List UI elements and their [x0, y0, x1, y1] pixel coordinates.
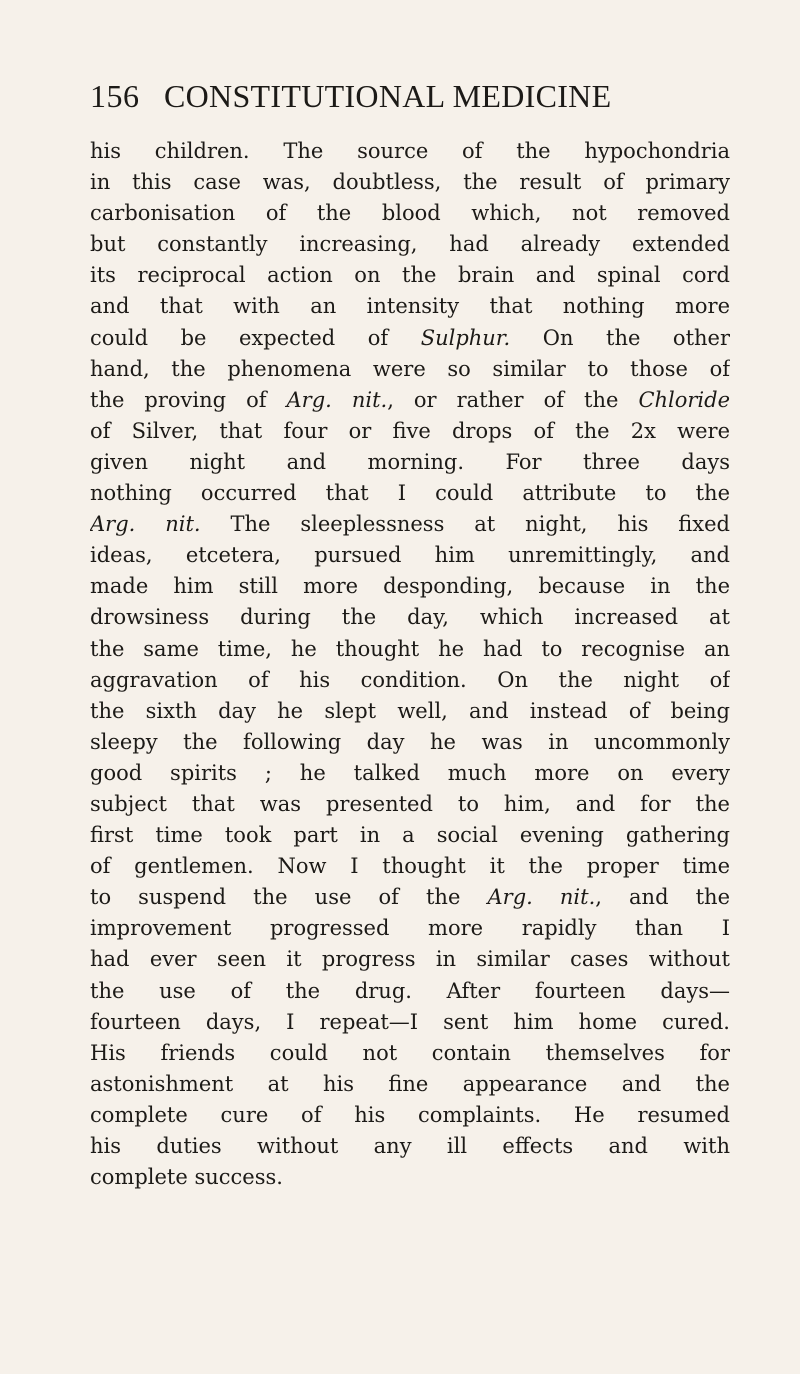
text-run: the use of the drug. After fourteen days— [90, 978, 730, 1003]
text-line [90, 820, 730, 851]
body-paragraph [90, 136, 730, 1193]
text-line [90, 696, 730, 727]
running-title: CONSTITUTIONAL MEDICINE [164, 78, 612, 114]
text-run: complete success. [90, 1165, 283, 1190]
text-run: fourteen days, I repeat—I sent him home cured. [90, 1009, 730, 1034]
text-run: complete cure of his complaints. He resumed [90, 1102, 730, 1127]
text-run: his children. The source of the hypochondria [90, 139, 730, 163]
text-line [90, 1131, 730, 1162]
text-run: nothing occurred that I could attribute to the [90, 481, 730, 506]
text-run: in this case was, doubtless, the result of primary [90, 170, 730, 195]
text-run: sleepy the following day he was in uncommonly [90, 729, 730, 754]
text-run: to suspend the use of the [90, 885, 488, 910]
text-line [90, 509, 730, 540]
page-header [90, 78, 710, 122]
text-run: the proving of [90, 387, 287, 412]
italic-text: Arg. nit. [286, 387, 388, 412]
text-run: first time took part in a social evening gathering [90, 823, 730, 848]
italic-text: Arg. nit. [487, 885, 596, 910]
text-line [90, 1100, 730, 1131]
text-line [90, 136, 730, 167]
text-run: hand, the phenomena were so similar to those of [90, 356, 730, 381]
text-run: aggravation of his condition. On the night of [90, 667, 730, 692]
text-line [90, 634, 730, 665]
text-run: subject that was presented to him, and for the [90, 791, 730, 816]
text-line [90, 976, 730, 1007]
text-line [90, 851, 730, 882]
text-line [90, 447, 730, 478]
text-run: ideas, etcetera, pursued him unremittingly, and [90, 543, 730, 568]
text-line [90, 665, 730, 696]
text-line [90, 727, 730, 758]
text-line [90, 385, 730, 416]
text-line [90, 1069, 730, 1100]
text-line [90, 354, 730, 385]
text-run: but constantly increasing, had already extended [90, 232, 730, 257]
text-line [90, 291, 730, 322]
text-run: On the other [510, 325, 730, 350]
text-run: , or rather of the [387, 387, 639, 412]
italic-text: Chloride [638, 387, 730, 412]
text-run: had ever seen it progress in similar cases without [90, 947, 730, 972]
text-run: The sleeplessness at night, his fixed [200, 512, 730, 537]
page-number: 156 [90, 78, 140, 114]
text-run: and that with an intensity that nothing more [90, 294, 730, 319]
text-run: of Silver, that four or five drops of the 2x were [90, 418, 730, 443]
text-line [90, 540, 730, 571]
text-run: good spirits ; he talked much more on every [90, 760, 730, 785]
text-line [90, 758, 730, 789]
text-line [90, 571, 730, 602]
italic-text: Sulphur. [420, 325, 511, 350]
text-line [90, 789, 730, 820]
text-line [90, 167, 730, 198]
text-line [90, 260, 730, 291]
text-run: the sixth day he slept well, and instead of being [90, 698, 730, 723]
text-run: astonishment at his fine appearance and the [90, 1071, 730, 1096]
text-line [90, 1007, 730, 1038]
text-run: could be expected of [90, 325, 421, 350]
text-line [90, 602, 730, 633]
text-run: His friends could not contain themselves for [90, 1040, 730, 1065]
text-line [90, 1038, 730, 1069]
text-line [90, 944, 730, 975]
text-run: the same time, he thought he had to recognise an [90, 636, 730, 661]
text-line [90, 198, 730, 229]
text-run: given night and morning. For three days [90, 449, 730, 474]
text-line [90, 882, 730, 913]
text-line [90, 416, 730, 447]
text-run: , and the [595, 885, 730, 910]
text-run: of gentlemen. Now I thought it the proper time [90, 854, 730, 879]
text-line [90, 478, 730, 509]
text-run: his duties without any ill effects and with [90, 1134, 730, 1158]
text-run: drowsiness during the day, which increased at [90, 605, 730, 630]
text-line [90, 1162, 730, 1193]
text-line [90, 323, 730, 354]
text-run: made him still more desponding, because in the [90, 574, 730, 599]
text-run: carbonisation of the blood which, not removed [90, 201, 730, 226]
text-run: improvement progressed more rapidly than I [90, 916, 730, 941]
text-line [90, 229, 730, 260]
text-line [90, 913, 730, 944]
text-run: its reciprocal action on the brain and spinal cord [90, 263, 730, 288]
italic-text: Arg. nit. [90, 512, 201, 537]
